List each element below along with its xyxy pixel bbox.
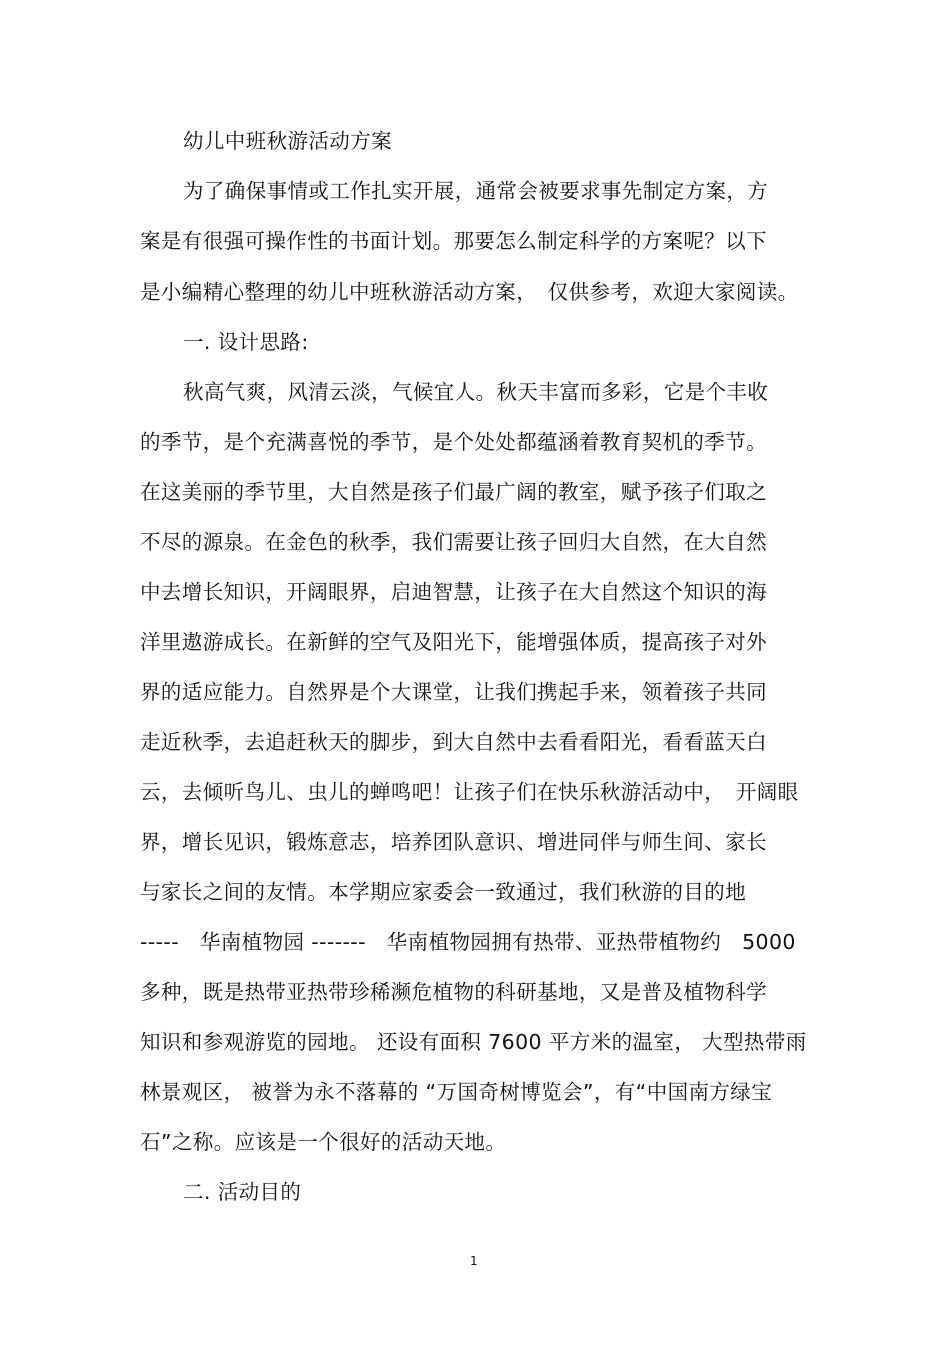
paragraph-line: 中去增长知识，开阔眼界，启迪智慧，让孩子在大自然这个知识的海 — [140, 580, 767, 604]
paragraph-line: 不尽的源泉。在金色的秋季，我们需要让孩子回归大自然，在大自然 — [140, 530, 767, 554]
section-heading: 一. 设计思路: — [183, 330, 309, 354]
paragraph-line: 洋里遨游成长。在新鲜的空气及阳光下，能增强体质，提高孩子对外 — [140, 630, 767, 654]
paragraph-line: 是小编精心整理的幼儿中班秋游活动方案， 仅供参考，欢迎大家阅读。 — [140, 280, 799, 304]
paragraph-line: 与家长之间的友情。本学期应家委会一致通过，我们秋游的目的地 — [140, 880, 747, 904]
section-heading: 二. 活动目的 — [183, 1180, 302, 1204]
paragraph-line: 知识和参观游览的园地。 还设有面积 7600 平方米的温室， 大型热带雨 — [140, 1030, 807, 1054]
paragraph-line: 走近秋季，去追赶秋天的脚步，到大自然中去看看阳光，看看蓝天白 — [140, 730, 767, 754]
paragraph-line: 案是有很强可操作性的书面计划。那要怎么制定科学的方案呢？以下 — [140, 229, 767, 253]
paragraph-line: 界，增长见识，锻炼意志，培养团队意识、增进同伴与师生间、家长 — [140, 830, 767, 854]
paragraph-line: 多种，既是热带亚热带珍稀濒危植物的科研基地，又是普及植物科学 — [140, 980, 767, 1004]
paragraph-line: 秋高气爽，风清云淡，气候宜人。秋天丰富而多彩，它是个丰收 — [183, 380, 769, 404]
page-number: 1 — [470, 1254, 478, 1268]
paragraph-line: 在这美丽的季节里，大自然是孩子们最广阔的教室，赋予孩子们取之 — [140, 480, 767, 504]
paragraph-line: 石”之称。应该是一个很好的活动天地。 — [140, 1130, 507, 1154]
paragraph-line: 为了确保事情或工作扎实开展，通常会被要求事先制定方案，方 — [183, 179, 769, 203]
paragraph-line: 的季节，是个充满喜悦的季节，是个处处都蕴涵着教育契机的季节。 — [140, 430, 767, 454]
paragraph-line: 林景观区， 被誉为永不落幕的 “万国奇树博览会”，有“中国南方绿宝 — [140, 1080, 773, 1104]
paragraph-line: ----- 华南植物园 ------- 华南植物园拥有热带、亚热带植物约 5000 — [140, 930, 796, 954]
paragraph-line: 云，去倾听鸟儿、虫儿的蝉鸣吧！让孩子们在快乐秋游活动中， 开阔眼 — [140, 780, 799, 804]
document-title: 幼儿中班秋游活动方案 — [183, 129, 392, 153]
paragraph-line: 界的适应能力。自然界是个大课堂，让我们携起手来，领着孩子共同 — [140, 680, 767, 704]
